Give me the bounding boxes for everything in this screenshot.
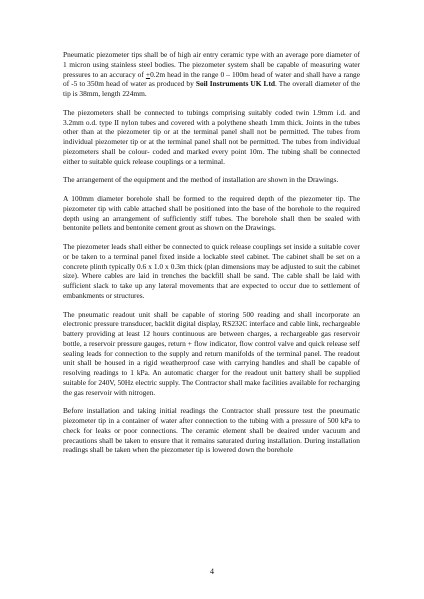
paragraph-text: 0.2m head in the range 0 – 100m head of water and shall have a range of -5 to 350m head of water as produced by	[63, 69, 360, 89]
paragraph-borehole: A 100mm diameter borehole shall be formed to the required depth of the piezometer tip. The piezometer tip with cable attached shall be positioned into the base of the borehole to the required depth using an arrangement of sufficiently stiff tubes. The borehole shall then be sealed with bentonite pellets and bentonite cement grout as shown on the Drawings.	[63, 194, 360, 233]
paragraph-text: . The overall diameter of the tip is 38mm, length 224mm.	[63, 79, 360, 98]
paragraph-leads: The piezometer leads shall either be connected to quick release couplings set inside a suitable cover or be taken to a terminal panel fixed inside a lockable steel cabinet. The cabinet shall be set on a concrete plinth typically 0.6 x 1.0 x 0.3m thick (plan dimensions may be adjusted to suit the cabinet size). Where cables are laid in trenches the backfill shall be sand. The cable shall be laid with sufficient slack to take up any lateral movements that are expected to occur due to settlement of embankments or structures.	[63, 242, 360, 300]
paragraph-installation: Before installation and taking initial readings the Contractor shall pressure test the pneumatic piezometer tip in a container of water after connection to the tubing with a pressure of 500 kPa to check for leaks or poor connections. The ceramic element shall be deaired under vacuum and precautions shall be taken to ensure that it remains saturated during installation. During installation readings shall be taken when the piezometer tip is lowered down the borehole	[63, 406, 360, 455]
paragraph-piezometer-tips	[63, 50, 360, 99]
paragraph-arrangement: The arrangement of the equipment and the method of installation are shown in the Drawings.	[63, 175, 339, 185]
plus-minus-sign: +	[145, 69, 151, 79]
paragraph-readout-unit: The pneumatic readout unit shall be capable of storing 500 reading and shall incorporate an electronic pressure transducer, backlit digital display, RS232C interface and cable link, rechargeable battery providing at least 12 hours continuous are between charges, a rechargeable gas reservoir bottle, a reservoir pressure gauges, return + flow indicator, flow control valve and quick release self sealing leads for connection to the supply and return manifolds of the terminal panel. The readout unit shall be housed in a rigid weatherproof case with carrying handles and shall be capable of resolving readings to 1 kPa. An automatic charger for the readout unit battery shall be supplied suitable for 240V, 50Hz electric supply. The Contractor shall make facilities available for recharging the gas reservoir with nitrogen.	[63, 309, 360, 397]
page-number: 4	[210, 567, 214, 576]
manufacturer-name: Soil Instruments UK Ltd	[195, 79, 276, 89]
document-body	[63, 50, 360, 464]
paragraph-tubings: The piezometers shall be connected to tubings comprising suitably coded twin 1.9mm i.d. and 3.2mm o.d. type II nylon tubes and covered with a polythene sheath 1mm thick. Joints in the tubes other than at the piezometer tip or at the terminal panel shall not be permitted. The tubes from individual piezometer tip or at the terminal panel shall not be permitted. The tubes from individual piezometers shall be colour- coded and marked every point 10m. The tubing shall be connected either to suitable quick release couplings or a terminal.	[63, 107, 360, 166]
paragraph-text: Pneumatic piezometer tips shall be of high air entry ceramic type with an average pore diameter of 1 micron using stainless steel bodies. The piezometer system shall be capable of measuring water pressures to an accuracy of	[63, 50, 360, 79]
